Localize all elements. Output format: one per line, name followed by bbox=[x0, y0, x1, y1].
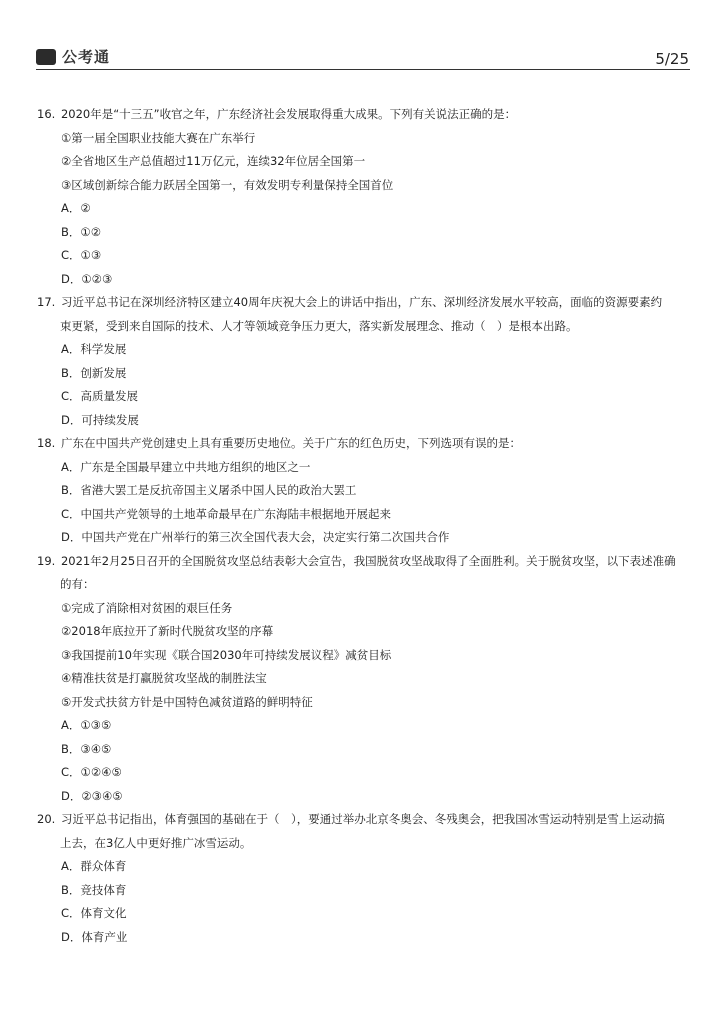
question-number: 16. bbox=[37, 107, 56, 121]
question-stem: 广东在中国共产党创建史上具有重要历史地位。关于广东的红色历史，下列选项有误的是： bbox=[60, 436, 521, 450]
page-header bbox=[0, 0, 724, 70]
question-number: 20. bbox=[37, 812, 56, 826]
option-b: B．③④⑤ bbox=[61, 741, 112, 756]
option-d: D．中国共产党在广州举行的第三次全国代表大会，决定实行第二次国共合作 bbox=[61, 530, 450, 544]
page-number: 5/25 bbox=[655, 50, 689, 68]
statement: ⑤开发式扶贫方针是中国特色减贫道路的鲜明特征 bbox=[61, 694, 313, 709]
question-number: 19. bbox=[37, 553, 56, 568]
statement: ③我国提前10年实现《联合国2030年可持续发展议程》减贫目标 bbox=[61, 647, 392, 662]
option-b: B．竞技体育 bbox=[61, 882, 127, 897]
option-b: B．创新发展 bbox=[61, 365, 127, 380]
question-16 bbox=[0, 103, 724, 291]
option-c: C．体育文化 bbox=[61, 906, 127, 920]
option-c: C．中国共产党领导的土地革命最早在广东海陆丰根据地开展起来 bbox=[61, 506, 392, 521]
option-a: A．①③⑤ bbox=[61, 718, 112, 732]
option-c: C．①③ bbox=[61, 248, 102, 262]
option-d: D．体育产业 bbox=[61, 929, 128, 944]
header-divider bbox=[36, 69, 690, 70]
question-stem: 习近平总书记指出，体育强国的基础在于（ ），要通过举办北京冬奥会、冬残奥会，把我国冰雪运动特别是雪上运动搞 bbox=[60, 812, 665, 826]
question-stem-cont: 上去，在3亿人中更好推广冰雪运动。 bbox=[60, 835, 252, 850]
option-b: B．①② bbox=[61, 224, 102, 239]
option-d: D．②③④⑤ bbox=[61, 788, 123, 803]
option-d: D．可持续发展 bbox=[61, 412, 139, 427]
logo-mark-icon bbox=[36, 49, 56, 65]
question-17 bbox=[0, 291, 724, 432]
option-a: A．科学发展 bbox=[61, 342, 127, 356]
statement: ③区域创新综合能力跃居全国第一，有效发明专利量保持全国首位 bbox=[61, 177, 394, 192]
question-list bbox=[0, 103, 724, 949]
question-number: 18. bbox=[37, 436, 56, 450]
statement: ②2018年底拉开了新时代脱贫攻坚的序幕 bbox=[61, 624, 274, 638]
question-20 bbox=[0, 808, 724, 949]
option-c: C．①②④⑤ bbox=[61, 765, 122, 779]
statement: ①第一届全国职业技能大赛在广东举行 bbox=[61, 130, 256, 145]
option-a: A．广东是全国最早建立中共地方组织的地区之一 bbox=[61, 459, 311, 474]
option-b: B．省港大罢工是反抗帝国主义屠杀中国人民的政治大罢工 bbox=[61, 483, 357, 497]
question-18 bbox=[0, 432, 724, 550]
statement: ①完成了消除相对贫困的艰巨任务 bbox=[61, 600, 233, 615]
question-stem: 2020年是“十三五”收官之年，广东经济社会发展取得重大成果。下列有关说法正确的是： bbox=[60, 107, 517, 121]
statement: ④精准扶贫是打赢脱贫攻坚战的制胜法宝 bbox=[61, 671, 267, 685]
option-a: A．② bbox=[61, 201, 91, 215]
question-stem-cont: 的有： bbox=[60, 577, 95, 591]
question-stem: 2021年2月25日召开的全国脱贫攻坚总结表彰大会宣告，我国脱贫攻坚战取得了全面胜利。关于脱贫攻坚，以下表述准确 bbox=[60, 553, 676, 568]
logo-text: 公考通 bbox=[62, 48, 111, 66]
question-stem-cont: 束更紧，受到来自国际的技术、人才等领域竞争压力更大，落实新发展理念、推动（ ）是根本出路。 bbox=[60, 318, 578, 333]
logo bbox=[36, 46, 110, 67]
question-stem: 习近平总书记在深圳经济特区建立40周年庆祝大会上的讲话中指出，广东、深圳经济发展水平较高，面临的资源要素约 bbox=[60, 295, 663, 309]
question-number: 17. bbox=[37, 295, 56, 309]
option-c: C．高质量发展 bbox=[61, 389, 139, 403]
statement: ②全省地区生产总值超过11万亿元，连续32年位居全国第一 bbox=[61, 154, 366, 168]
question-19 bbox=[0, 550, 724, 809]
option-a: A．群众体育 bbox=[61, 859, 127, 873]
option-d: D．①②③ bbox=[61, 271, 113, 286]
